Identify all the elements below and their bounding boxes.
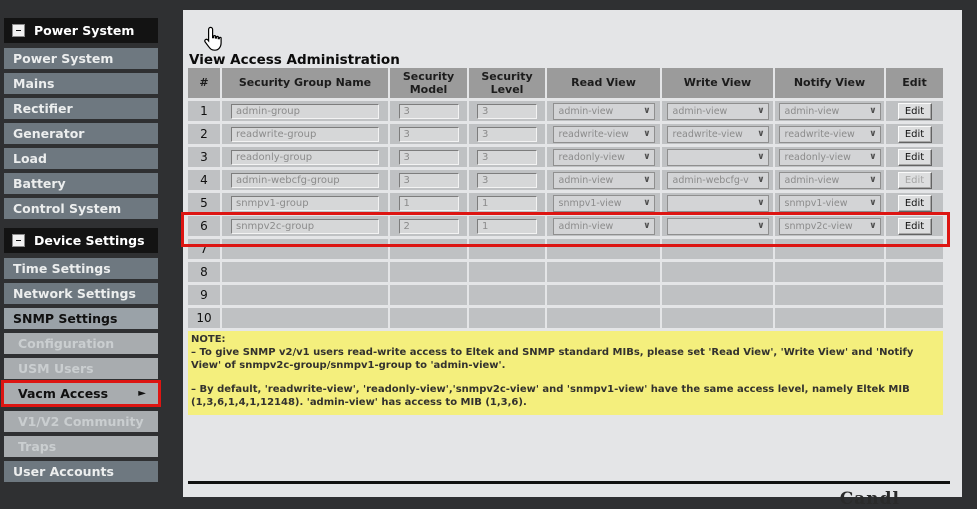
sidebar-item-traps[interactable] [4, 436, 158, 457]
security-level-input[interactable] [477, 150, 537, 165]
selected-option-label: admin-view [558, 174, 614, 186]
security-model-input[interactable] [399, 173, 459, 188]
security-model-cell [390, 216, 467, 236]
notify-view-cell [775, 285, 884, 305]
chevron-down-icon: ∨ [869, 129, 877, 139]
note-paragraph-1: – To give SNMP v2/v1 users read-write access to Eltek and SNMP standard MIBs, please set 'Read View', 'Write View' and 'Notify View' of snmpv2c-group/snmpv1-group to 'admin-view'. [191, 347, 914, 372]
group-name-input[interactable] [231, 196, 379, 211]
chevron-down-icon: ∨ [643, 198, 651, 208]
chevron-down-icon: ∨ [869, 106, 877, 116]
sidebar-item-configuration[interactable] [4, 333, 158, 354]
table-row-7 [188, 239, 943, 259]
write-view-cell [662, 124, 773, 144]
security-level-input[interactable] [477, 219, 537, 234]
notify-view-select[interactable] [779, 172, 881, 189]
group-name-cell [222, 124, 388, 144]
group-name-cell [222, 262, 388, 282]
row-number: 8 [188, 262, 220, 282]
column-header-write-view: Write View [662, 68, 773, 98]
row-number: 2 [188, 124, 220, 144]
security-level-input[interactable] [477, 127, 537, 142]
write-view-cell [662, 147, 773, 167]
edit-button: Edit [898, 172, 932, 189]
read-view-cell [547, 216, 660, 236]
sidebar-item-label: SNMP Settings [13, 311, 118, 326]
security-model-cell [390, 124, 467, 144]
sidebar-item-time-settings[interactable] [4, 258, 158, 279]
sidebar-item-mains[interactable] [4, 73, 158, 94]
vacm-access-table [188, 68, 943, 415]
sidebar-item-power-system[interactable] [4, 48, 158, 69]
notify-view-cell [775, 262, 884, 282]
selected-option-label: admin-webcfg-v [672, 174, 749, 186]
read-view-cell [547, 170, 660, 190]
edit-cell [886, 239, 943, 259]
sidebar [4, 9, 158, 486]
security-model-cell [390, 147, 467, 167]
selected-option-label: admin-view [784, 105, 840, 117]
collapse-minus-icon[interactable] [12, 234, 25, 247]
edit-button[interactable]: Edit [898, 195, 932, 212]
table-row-3 [188, 147, 943, 167]
security-level-cell [469, 124, 545, 144]
group-name-input[interactable] [231, 219, 379, 234]
note-paragraph-2: – By default, 'readwrite-view', 'readonly-view','snmpv2c-view' and 'snmpv1-view' have the same access level, namely Eltek MIB (1,3,6,1,4,1,12148). 'admin-view' has access to MIB (1,3,6). [191, 383, 910, 408]
edit-cell [886, 170, 943, 190]
write-view-select[interactable] [667, 149, 769, 166]
sidebar-item-label: Rectifier [13, 101, 73, 116]
hand-cursor-icon [203, 26, 224, 57]
read-view-select[interactable] [553, 218, 655, 235]
partial-logo-text: Candl [839, 489, 900, 509]
security-level-cell [469, 101, 545, 121]
write-view-cell [662, 308, 773, 328]
notify-view-select[interactable] [779, 195, 881, 212]
row-number: 7 [188, 239, 220, 259]
column-header-security-model: Security Model [390, 68, 467, 98]
write-view-select[interactable] [667, 172, 769, 189]
column-header-read-view: Read View [547, 68, 660, 98]
sidebar-section-device-settings-header[interactable] [4, 228, 158, 253]
write-view-select[interactable] [667, 126, 769, 143]
sidebar-item-snmp-settings[interactable] [4, 308, 158, 329]
notify-view-cell [775, 124, 884, 144]
sidebar-item-label: Mains [13, 76, 55, 91]
security-level-input[interactable] [477, 104, 537, 119]
edit-button[interactable]: Edit [898, 103, 932, 120]
read-view-cell [547, 285, 660, 305]
write-view-cell [662, 170, 773, 190]
notify-view-select[interactable] [779, 218, 881, 235]
sidebar-item-label: User Accounts [13, 464, 114, 479]
table-row-5 [188, 193, 943, 213]
row-number: 5 [188, 193, 220, 213]
read-view-select[interactable] [553, 172, 655, 189]
edit-button[interactable]: Edit [898, 126, 932, 143]
table-row-9 [188, 285, 943, 305]
group-name-input[interactable] [231, 173, 379, 188]
sidebar-item-label: Traps [18, 439, 57, 454]
footer-divider [188, 481, 950, 484]
sidebar-item-load[interactable] [4, 148, 158, 169]
selected-option-label: readwrite-view [672, 128, 743, 140]
group-name-cell [222, 308, 388, 328]
group-name-input[interactable] [231, 127, 379, 142]
edit-cell [886, 147, 943, 167]
collapse-minus-icon[interactable] [12, 24, 25, 37]
sidebar-item-label: Power System [13, 51, 114, 66]
sidebar-item-label: Time Settings [13, 261, 111, 276]
row-number: 1 [188, 101, 220, 121]
edit-cell [886, 262, 943, 282]
read-view-cell [547, 147, 660, 167]
edit-button[interactable]: Edit [898, 149, 932, 166]
security-level-cell [469, 216, 545, 236]
security-level-cell [469, 262, 545, 282]
chevron-down-icon: ∨ [869, 221, 877, 231]
column-header-edit: Edit [886, 68, 943, 98]
sidebar-item-battery[interactable] [4, 173, 158, 194]
sidebar-item-label: Device Settings [34, 233, 145, 248]
sidebar-item-rectifier[interactable] [4, 98, 158, 119]
column-header-security-group-name: Security Group Name [222, 68, 388, 98]
security-model-cell [390, 170, 467, 190]
edit-cell [886, 285, 943, 305]
chevron-down-icon: ∨ [869, 175, 877, 185]
row-number: 9 [188, 285, 220, 305]
sidebar-item-label: V1/V2 Community [18, 414, 144, 429]
read-view-select[interactable] [553, 126, 655, 143]
note-heading: NOTE: [191, 334, 226, 345]
security-level-cell [469, 239, 545, 259]
partial-logo [839, 489, 900, 509]
chevron-down-icon: ∨ [869, 198, 877, 208]
write-view-cell [662, 101, 773, 121]
read-view-select[interactable] [553, 149, 655, 166]
write-view-cell [662, 193, 773, 213]
sidebar-item-label: USM Users [18, 361, 94, 376]
selected-option-label: admin-view [672, 105, 728, 117]
column-header--: # [188, 68, 220, 98]
security-level-input[interactable] [477, 196, 537, 211]
notify-view-select[interactable] [779, 103, 881, 120]
main-content [183, 10, 962, 509]
edit-cell [886, 101, 943, 121]
note-box [188, 331, 943, 415]
group-name-cell [222, 170, 388, 190]
selected-option-label: snmpv2c-view [784, 220, 853, 232]
chevron-down-icon: ∨ [757, 106, 765, 116]
chevron-down-icon: ∨ [643, 175, 651, 185]
read-view-cell [547, 308, 660, 328]
write-view-cell [662, 216, 773, 236]
edit-cell [886, 308, 943, 328]
security-model-input[interactable] [399, 127, 459, 142]
security-model-cell [390, 193, 467, 213]
notify-view-cell [775, 216, 884, 236]
submenu-arrow-icon: ► [138, 388, 146, 399]
group-name-cell [222, 101, 388, 121]
sidebar-item-control-system[interactable] [4, 198, 158, 219]
read-view-cell [547, 193, 660, 213]
group-name-cell [222, 147, 388, 167]
read-view-cell [547, 124, 660, 144]
table-row-2 [188, 124, 943, 144]
edit-cell [886, 193, 943, 213]
notify-view-cell [775, 170, 884, 190]
notify-view-cell [775, 101, 884, 121]
table-body [188, 101, 943, 328]
write-view-select[interactable] [667, 195, 769, 212]
group-name-input[interactable] [231, 104, 379, 119]
sidebar-section-power-system-header[interactable] [4, 18, 158, 43]
chevron-down-icon: ∨ [643, 106, 651, 116]
sidebar-item-label: Vacm Access [18, 386, 109, 401]
group-name-cell [222, 193, 388, 213]
sidebar-item-network-settings[interactable] [4, 283, 158, 304]
sidebar-item-label: Battery [13, 176, 66, 191]
selected-option-label: readonly-view [784, 151, 851, 163]
selected-option-label: snmpv1-view [558, 197, 622, 209]
selected-option-label: admin-view [558, 105, 614, 117]
security-model-cell [390, 239, 467, 259]
table-row-1 [188, 101, 943, 121]
write-view-cell [662, 262, 773, 282]
chevron-down-icon: ∨ [757, 198, 765, 208]
selected-option-label: snmpv1-view [784, 197, 848, 209]
sidebar-item-vacm-access[interactable] [4, 383, 158, 404]
row-number: 4 [188, 170, 220, 190]
security-level-cell [469, 285, 545, 305]
table-row-6 [188, 216, 943, 236]
selected-option-label: readonly-view [558, 151, 625, 163]
write-view-cell [662, 239, 773, 259]
table-row-8 [188, 262, 943, 282]
notify-view-cell [775, 147, 884, 167]
security-model-cell [390, 308, 467, 328]
row-number: 6 [188, 216, 220, 236]
chevron-down-icon: ∨ [643, 221, 651, 231]
page-title: View Access Administration [189, 52, 400, 68]
chevron-down-icon: ∨ [643, 129, 651, 139]
chevron-down-icon: ∨ [757, 175, 765, 185]
security-model-input[interactable] [399, 219, 459, 234]
write-view-select[interactable] [667, 103, 769, 120]
group-name-cell [222, 216, 388, 236]
chevron-down-icon: ∨ [757, 129, 765, 139]
write-view-select[interactable] [667, 218, 769, 235]
selected-option-label: admin-view [558, 220, 614, 232]
table-row-4 [188, 170, 943, 190]
sidebar-item-usm-users[interactable] [4, 358, 158, 379]
security-model-input[interactable] [399, 150, 459, 165]
read-view-cell [547, 239, 660, 259]
sidebar-item-user-accounts[interactable] [4, 461, 158, 482]
edit-cell [886, 124, 943, 144]
security-model-input[interactable] [399, 196, 459, 211]
read-view-cell [547, 262, 660, 282]
security-model-cell [390, 262, 467, 282]
sidebar-item-v1v2-community[interactable] [4, 411, 158, 432]
sidebar-item-label: Generator [13, 126, 85, 141]
table-header-row [188, 68, 943, 98]
row-number: 10 [188, 308, 220, 328]
column-header-notify-view: Notify View [775, 68, 884, 98]
group-name-cell [222, 239, 388, 259]
row-number: 3 [188, 147, 220, 167]
notify-view-select[interactable] [779, 149, 881, 166]
security-model-cell [390, 285, 467, 305]
security-level-cell [469, 147, 545, 167]
security-level-cell [469, 170, 545, 190]
sidebar-item-label: Power System [34, 23, 135, 38]
sidebar-item-label: Load [13, 151, 47, 166]
selected-option-label: readwrite-view [784, 128, 855, 140]
selected-option-label: readwrite-view [558, 128, 629, 140]
chevron-down-icon: ∨ [757, 152, 765, 162]
edit-button[interactable]: Edit [898, 218, 932, 235]
security-model-input[interactable] [399, 104, 459, 119]
table-row-10 [188, 308, 943, 328]
edit-cell [886, 216, 943, 236]
sidebar-item-label: Configuration [18, 336, 115, 351]
read-view-cell [547, 101, 660, 121]
sidebar-item-generator[interactable] [4, 123, 158, 144]
chevron-down-icon: ∨ [869, 152, 877, 162]
write-view-cell [662, 285, 773, 305]
group-name-cell [222, 285, 388, 305]
sidebar-item-label: Control System [13, 201, 122, 216]
notify-view-cell [775, 308, 884, 328]
security-model-cell [390, 101, 467, 121]
chevron-down-icon: ∨ [757, 221, 765, 231]
sidebar-item-label: Network Settings [13, 286, 136, 301]
group-name-input[interactable] [231, 150, 379, 165]
read-view-select[interactable] [553, 103, 655, 120]
chevron-down-icon: ∨ [643, 152, 651, 162]
notify-view-cell [775, 193, 884, 213]
selected-option-label: admin-view [784, 174, 840, 186]
security-level-cell [469, 193, 545, 213]
read-view-select[interactable] [553, 195, 655, 212]
notify-view-cell [775, 239, 884, 259]
notify-view-select[interactable] [779, 126, 881, 143]
column-header-security-level: Security Level [469, 68, 545, 98]
security-level-cell [469, 308, 545, 328]
security-level-input[interactable] [477, 173, 537, 188]
